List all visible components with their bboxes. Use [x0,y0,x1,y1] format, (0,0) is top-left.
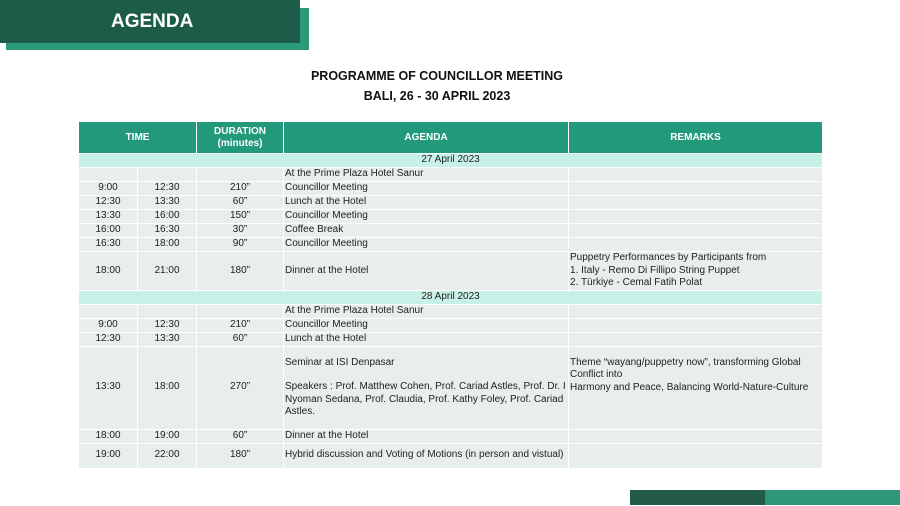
table-row [79,318,823,332]
table-row [79,182,823,196]
footer-bar-dark [630,490,765,505]
start-cell [79,168,138,182]
seminar-title: Seminar at ISI Denpasar [285,356,395,368]
end-cell: 21:00 [138,252,197,291]
agenda-tab: AGENDA [0,0,300,43]
duration-cell: 270” [197,346,284,429]
remarks-cell [569,224,823,238]
duration-cell: 60” [197,332,284,346]
remarks-cell [569,429,823,443]
end-cell: 12:30 [138,182,197,196]
page-title: PROGRAMME OF COUNCILLOR MEETING [310,69,564,83]
table-row [79,304,823,318]
remark-text: Harmony and Peace, Balancing World-Nature-Culture [570,381,809,393]
agenda-cell: Coffee Break [284,224,569,238]
header-duration: DURATION (minutes) [197,122,284,154]
end-cell: 18:00 [138,238,197,252]
duration-cell: 60” [197,429,284,443]
table-row [79,210,823,224]
agenda-cell: Councillor Meeting [284,210,569,224]
remark-item: 2. Türkiye - Cemal Fatih Polat [570,277,703,288]
duration-cell [197,304,284,318]
duration-cell: 90” [197,238,284,252]
duration-cell: 180” [197,252,284,291]
agenda-cell: Lunch at the Hotel [284,332,569,346]
start-cell [79,304,138,318]
date-row [79,290,823,304]
duration-cell: 210” [197,182,284,196]
start-cell: 18:00 [79,252,138,291]
start-cell: 9:00 [79,318,138,332]
table-row [79,252,823,291]
start-cell: 18:00 [79,429,138,443]
header-time: TIME [79,122,197,154]
start-cell: 12:30 [79,196,138,210]
agenda-cell: Dinner at the Hotel [284,429,569,443]
table-row [79,429,823,443]
start-cell: 19:00 [79,443,138,468]
agenda-cell: Hybrid discussion and Voting of Motions (in person and vistual) [284,443,569,468]
end-cell: 16:30 [138,224,197,238]
table-row [79,443,823,468]
agenda-cell: Councillor Meeting [284,182,569,196]
remarks-cell [569,238,823,252]
table-header-row [79,122,823,154]
remark-item: 1. Italy - Remo Di Fillipo String Puppet [570,264,740,276]
agenda-cell: At the Prime Plaza Hotel Sanur [284,168,569,182]
end-cell [138,168,197,182]
remarks-cell [569,182,823,196]
end-cell: 13:30 [138,196,197,210]
start-cell: 9:00 [79,182,138,196]
seminar-speakers: Speakers : Prof. Matthew Cohen, Prof. Cariad Astles, Prof. Dr. I Nyoman Sedana, Prof. Claudia, Prof. Kathy Foley, Prof. Cariad Astles. [285,381,566,417]
duration-cell: 180” [197,443,284,468]
remarks-cell [569,332,823,346]
start-cell: 13:30 [79,346,138,429]
date-cell: 28 April 2023 [79,290,823,304]
duration-cell: 60” [197,196,284,210]
end-cell: 18:00 [138,346,197,429]
remarks-cell [569,304,823,318]
footer-bar-light [765,490,900,505]
remark-text: Puppetry Performances by Participants from [570,252,767,263]
table-row [79,346,823,429]
agenda-cell: Councillor Meeting [284,318,569,332]
remarks-cell [569,196,823,210]
remarks-cell [569,318,823,332]
page-subtitle: BALI, 26 - 30 APRIL 2023 [363,89,511,103]
agenda-table [78,121,823,469]
agenda-cell [284,346,569,429]
remarks-cell [569,168,823,182]
agenda-cell: Dinner at the Hotel [284,252,569,291]
header-remarks: REMARKS [569,122,823,154]
header-agenda: AGENDA [284,122,569,154]
duration-cell: 210” [197,318,284,332]
start-cell: 16:00 [79,224,138,238]
table-row [79,332,823,346]
table-row [79,224,823,238]
end-cell: 22:00 [138,443,197,468]
agenda-cell: At the Prime Plaza Hotel Sanur [284,304,569,318]
agenda-cell: Lunch at the Hotel [284,196,569,210]
end-cell [138,304,197,318]
table-row [79,168,823,182]
duration-cell [197,168,284,182]
table-row [79,196,823,210]
end-cell: 16:00 [138,210,197,224]
remarks-cell [569,443,823,468]
remark-text: Theme “wayang/puppetry now”, transforming Global Conflict into [570,356,801,381]
date-row [79,154,823,168]
remarks-cell [569,210,823,224]
remarks-cell [569,252,823,291]
duration-cell: 30” [197,224,284,238]
start-cell: 16:30 [79,238,138,252]
start-cell: 12:30 [79,332,138,346]
duration-cell: 150” [197,210,284,224]
end-cell: 19:00 [138,429,197,443]
agenda-cell: Councillor Meeting [284,238,569,252]
remarks-cell [569,346,823,429]
start-cell: 13:30 [79,210,138,224]
end-cell: 13:30 [138,332,197,346]
date-cell: 27 April 2023 [79,154,823,168]
end-cell: 12:30 [138,318,197,332]
table-row [79,238,823,252]
